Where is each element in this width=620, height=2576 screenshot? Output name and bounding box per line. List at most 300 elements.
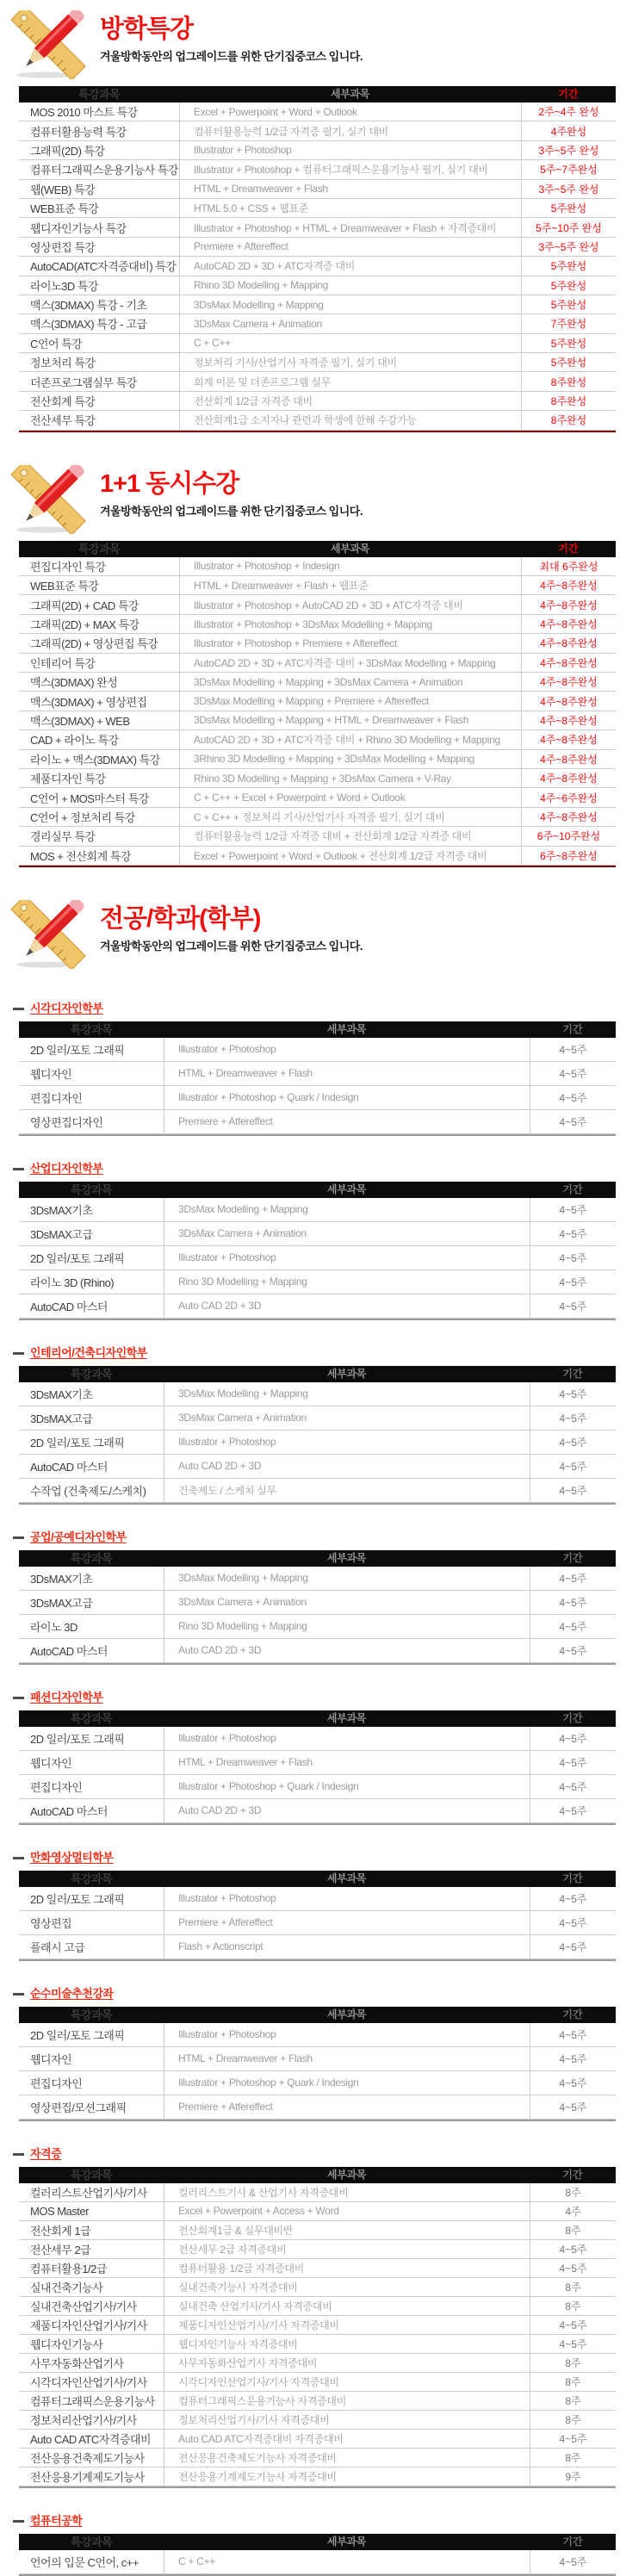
table-row xyxy=(19,1479,616,1503)
course-details: 전산회계1급 소지자나 관련과 학생에 한해 수강가능 xyxy=(179,411,521,429)
table-row xyxy=(19,654,616,673)
course-details: 회계 이론 및 더존프로그램 실무 xyxy=(179,372,521,390)
course-name: 전산세무 특강 xyxy=(30,414,96,428)
course-name: 2D 일러/포토 그래픽 xyxy=(30,1251,125,1265)
column-header-subject: 특강과목 xyxy=(70,1871,113,1885)
table-row xyxy=(19,276,616,295)
table-header-row xyxy=(19,1710,616,1727)
dash-icon xyxy=(13,1993,24,1996)
course-name: 웹디자인 xyxy=(30,1756,72,1770)
course-name: C언어 + 정보처리 특강 xyxy=(30,810,135,824)
table-row xyxy=(19,314,616,333)
course-details: Excel + Powerpoint + Word + Outlook xyxy=(179,102,521,121)
course-period: 4~5주 xyxy=(530,1591,616,1614)
course-period: 4~5주 xyxy=(530,1246,616,1269)
course-details: Rino 3D Modelling + Mapping xyxy=(164,1615,530,1638)
course-name: AutoCAD(ATC자격증대비) 특강 xyxy=(30,260,177,274)
course-period: 4~5주 xyxy=(530,1086,616,1109)
table-row xyxy=(19,2259,616,2278)
course-details: Auto CAD 2D + 3D xyxy=(164,1639,530,1662)
subsection-heading xyxy=(13,1159,620,1176)
table-row xyxy=(19,2411,616,2430)
course-period: 3주~5주 완성 xyxy=(521,238,616,256)
course-details: Illustrator + Photoshop xyxy=(164,1727,530,1750)
table-row xyxy=(19,199,616,218)
table-row xyxy=(19,2467,616,2486)
course-period: 4~5주 xyxy=(530,1479,616,1502)
course-period: 4~5주 xyxy=(530,1038,616,1061)
column-header-period: 기간 xyxy=(562,1711,583,1724)
table-row xyxy=(19,808,616,827)
section-header xyxy=(0,463,620,541)
subsection-heading xyxy=(13,1688,620,1704)
pencil-ruler-icon xyxy=(10,465,90,534)
course-name: 전산회계 특강 xyxy=(30,395,96,409)
table-row xyxy=(19,2071,616,2095)
course-name: 컴퓨터그래픽스운용기능사 xyxy=(30,2394,155,2408)
course-name: 전산회계 1급 xyxy=(30,2224,91,2238)
table-row xyxy=(19,1270,616,1294)
table-row xyxy=(19,557,616,576)
course-name: 컴퓨터활용능력 특강 xyxy=(30,125,127,139)
column-header-period: 기간 xyxy=(562,1182,583,1195)
course-name: 2D 일러/포토 그래픽 xyxy=(30,1436,125,1449)
course-details: Illustrator + Photoshop xyxy=(164,1246,530,1269)
course-name: 사무자동화산업기사 xyxy=(30,2356,124,2370)
course-name: MOS 2010 마스트 특강 xyxy=(30,106,138,120)
course-name: MOS Master xyxy=(30,2204,89,2218)
course-details: Rhino 3D Modelling + Mapping xyxy=(179,276,521,295)
table-row xyxy=(19,1246,616,1270)
course-period: 4~5주 xyxy=(530,2023,616,2046)
course-details: Illustrator + Photoshop + 3DsMax Modelling + Mapping xyxy=(179,615,521,633)
table-row xyxy=(19,1294,616,1319)
course-period: 4~5주 xyxy=(530,1799,616,1822)
course-period: 4~5주 xyxy=(530,1727,616,1750)
table-row xyxy=(19,769,616,788)
course-period: 8주 xyxy=(530,2297,616,2315)
course-details: Excel + Powerpoint + Access + Word xyxy=(164,2202,530,2220)
dash-icon xyxy=(13,1168,24,1170)
course-name: 라이노3D 특강 xyxy=(30,279,99,293)
column-header-period: 기간 xyxy=(562,2008,583,2020)
section-title: 전공/학과(학부) xyxy=(100,904,261,933)
subsection-heading-label: 산업디자인학부 xyxy=(30,1161,103,1175)
table-row xyxy=(19,2240,616,2259)
course-details: 정보처리산업기사/기사 자격증대비 xyxy=(164,2411,530,2429)
course-details: HTML + Dreamweaver + Flash + 웹표준 xyxy=(179,576,521,594)
course-name: 2D 일러/포토 그래픽 xyxy=(30,2028,125,2042)
course-details: Illustrator + Photoshop + HTML + Dreamweaver + Flash + 자격증대비 xyxy=(179,218,521,236)
subsection-heading-label: 자격증 xyxy=(30,2146,62,2160)
course-name: 컴퓨터활용1/2급 xyxy=(30,2262,107,2275)
column-header-details: 세부과목 xyxy=(326,2168,367,2181)
table-row xyxy=(19,2430,616,2449)
dash-icon xyxy=(13,1008,24,1010)
one-plus-one-table xyxy=(19,541,616,867)
course-period: 4~5주 xyxy=(530,1294,616,1318)
course-details: 건축제도 / 스케치 실무 xyxy=(164,1479,530,1502)
department-table xyxy=(19,2007,616,2121)
course-details: 컴퓨터활용능력 1/2급 자격증 필기, 실기 대비 xyxy=(179,121,521,140)
table-row xyxy=(19,2335,616,2354)
course-period: 5주완성 xyxy=(521,295,616,313)
course-details: 3DsMax Camera + Animation xyxy=(179,314,521,332)
table-header-row xyxy=(19,86,616,102)
table-header-row xyxy=(19,541,616,557)
column-header-details: 세부과목 xyxy=(326,2535,367,2548)
course-name: 그래픽(2D) 특강 xyxy=(30,144,105,158)
course-name: 웹디자인기능사 특강 xyxy=(30,221,127,235)
course-name: 라이노 + 맥스(3DMAX) 특강 xyxy=(30,753,160,767)
course-details: Illustrator + Photoshop xyxy=(164,1431,530,1454)
table-row xyxy=(19,238,616,257)
column-header-period: 기간 xyxy=(562,1022,583,1035)
pencil-ruler-icon xyxy=(10,900,90,969)
dash-icon xyxy=(13,1536,24,1539)
course-details: Premiere + Aftereffect xyxy=(179,238,521,256)
course-details: Auto CAD 2D + 3D xyxy=(164,1799,530,1822)
dash-icon xyxy=(13,1352,24,1355)
course-details: 3DsMax Modelling + Mapping xyxy=(164,1567,530,1590)
table-row xyxy=(19,353,616,372)
course-details: Flash + Actionscript xyxy=(164,1935,530,1958)
subsection-heading xyxy=(13,2145,620,2161)
department-table xyxy=(19,1182,616,1320)
course-period: 8주 xyxy=(530,2373,616,2391)
course-details: Illustrator + Photoshop xyxy=(164,2023,530,2046)
course-details: C + C++ + Excel + Powerpoint + Word + Outlook xyxy=(179,788,521,806)
course-name: 수작업 (건축제도/스케치) xyxy=(30,1484,146,1498)
table-row xyxy=(19,1038,616,1062)
course-period: 4~5주 xyxy=(530,1935,616,1958)
table-row xyxy=(19,1911,616,1935)
table-row xyxy=(19,372,616,391)
dash-icon xyxy=(13,2153,24,2156)
course-period: 8주완성 xyxy=(521,372,616,390)
course-details: Illustrator + Photoshop xyxy=(179,141,521,159)
course-details: 컬러리스트기사 & 산업기사 자격증대비 xyxy=(164,2183,530,2201)
course-details: 3DsMax Modelling + Mapping + 3DsMax Camera + Animation xyxy=(179,673,521,691)
table-row xyxy=(19,2202,616,2221)
column-header-subject: 특강과목 xyxy=(78,542,121,556)
column-header-details: 세부과목 xyxy=(330,542,370,555)
course-name: 맥스(3DMAX) 특강 - 기초 xyxy=(30,299,147,313)
course-name: 라이노 3D (Rhino) xyxy=(30,1276,115,1289)
course-details: Illustrator + Photoshop xyxy=(164,1038,530,1061)
course-period: 6주~10주완성 xyxy=(521,827,616,845)
course-period: 8주 xyxy=(530,2221,616,2239)
course-name: 정보처리 특강 xyxy=(30,357,96,370)
course-name: 제품디자인산업기사/기사 xyxy=(30,2318,147,2332)
course-name: 인테리어 특강 xyxy=(30,656,96,670)
column-header-period: 기간 xyxy=(562,2535,583,2548)
course-details: HTML + Dreamweaver + Flash xyxy=(179,180,521,198)
section-title: 방학특강 xyxy=(100,16,194,43)
table-row xyxy=(19,218,616,237)
course-name: 3DsMAX고급 xyxy=(30,1412,93,1425)
subsection-heading-label: 시각디자인학부 xyxy=(30,1001,103,1015)
section-title: 1+1 동시수강 xyxy=(100,469,239,498)
table-row xyxy=(19,634,616,653)
course-period: 8주 xyxy=(530,2392,616,2410)
course-period: 9주 xyxy=(530,2467,616,2486)
course-period: 4~5주 xyxy=(530,1198,616,1221)
table-row xyxy=(19,1935,616,1959)
dash-icon xyxy=(13,2520,24,2523)
table-row xyxy=(19,788,616,807)
course-period: 4~5주 xyxy=(530,1775,616,1798)
course-details: Excel + Powerpoint + Word + Outlook + 전산회계 1/2급 자격증 대비 xyxy=(179,847,521,865)
course-period: 4~5주 xyxy=(530,1567,616,1590)
course-period: 4주완성 xyxy=(521,121,616,140)
course-period: 4주~8주완성 xyxy=(521,595,616,613)
course-period: 5주~7주완성 xyxy=(521,160,616,178)
course-period: 5주완성 xyxy=(521,276,616,295)
column-header-period: 기간 xyxy=(562,1367,583,1380)
column-header-subject: 특강과목 xyxy=(78,88,121,101)
course-details: AutoCAD 2D + 3D + ATC자격증 대비 + 3DsMax Modelling + Mapping xyxy=(179,654,521,672)
course-details: Premiere + Atfereffect xyxy=(164,2095,530,2119)
course-name: C언어 특강 xyxy=(30,337,83,351)
column-header-subject: 특강과목 xyxy=(70,2535,113,2548)
section-header-text xyxy=(100,10,363,64)
course-name: 전산응용기계제도기능사 xyxy=(30,2470,145,2484)
course-details: HTML + Dreamweaver + Flash xyxy=(164,2047,530,2070)
course-name: C언어 + MOS마스터 특강 xyxy=(30,791,149,805)
table-row xyxy=(19,160,616,179)
column-header-period: 기간 xyxy=(558,88,579,100)
course-details: 컴퓨터그래픽스운용기능사 자격증대비 xyxy=(164,2392,530,2410)
course-period: 4주~8주완성 xyxy=(521,615,616,633)
column-header-details: 세부과목 xyxy=(330,88,370,100)
course-name: 제품디자인 특강 xyxy=(30,773,106,786)
course-details: C + C++ xyxy=(164,2550,530,2573)
course-details: 사무자동화산업기사 자격증대비 xyxy=(164,2354,530,2372)
column-header-period: 기간 xyxy=(562,1871,583,1884)
table-row xyxy=(19,1406,616,1431)
course-period: 4~5주 xyxy=(530,2047,616,2070)
course-details: 전산응용기계제도기능사 자격증대비 xyxy=(164,2467,530,2486)
course-period: 3주~5주 완성 xyxy=(521,141,616,159)
section-header xyxy=(0,898,620,976)
course-details: 실내건축 산업기사/기사 자격증대비 xyxy=(164,2297,530,2315)
course-period: 5주완성 xyxy=(521,353,616,371)
course-period: 4~5주 xyxy=(530,2071,616,2095)
course-period: 4주 xyxy=(530,2202,616,2220)
table-row xyxy=(19,2047,616,2071)
course-period: 4~5주 xyxy=(530,2430,616,2448)
table-header-row xyxy=(19,1021,616,1038)
course-period: 4~5주 xyxy=(530,1406,616,1430)
course-name: 그래픽(2D) + MAX 특강 xyxy=(30,618,140,631)
course-period: 최대 6주완성 xyxy=(521,557,616,575)
section-one-plus-one xyxy=(0,455,620,867)
course-period: 8주 xyxy=(530,2183,616,2201)
pencil-ruler-icon xyxy=(10,10,90,79)
course-name: Auto CAD ATC자격증대비 xyxy=(30,2432,152,2446)
course-period: 4주~8주완성 xyxy=(521,673,616,691)
course-period: 6주~8주완성 xyxy=(521,847,616,865)
course-name: 3DsMAX고급 xyxy=(30,1596,93,1610)
section-vacation-special xyxy=(0,0,620,432)
column-header-details: 세부과목 xyxy=(326,2008,367,2020)
course-period: 3주~5주 완성 xyxy=(521,180,616,198)
course-period: 8주 xyxy=(530,2411,616,2429)
department-table xyxy=(19,1710,616,1825)
course-period: 8주 xyxy=(530,2278,616,2296)
course-period: 4~5주 xyxy=(530,1062,616,1085)
table-header-row xyxy=(19,1182,616,1198)
column-header-period: 기간 xyxy=(558,542,579,555)
column-header-details: 세부과목 xyxy=(326,1711,367,1724)
course-period: 8주완성 xyxy=(521,392,616,410)
course-period: 4주~8주완성 xyxy=(521,730,616,748)
course-name: 실내건축기능사 xyxy=(30,2281,103,2294)
course-details: C + C++ + 정보처리 기사/산업기사 자격증 필기, 실기 대비 xyxy=(179,808,521,826)
course-name: 편집디자인 xyxy=(30,1091,83,1105)
course-period: 5주완성 xyxy=(521,257,616,275)
section-header-text xyxy=(100,900,363,953)
course-name: 라이노 3D xyxy=(30,1620,78,1634)
course-details: 시각디자인산업기사/기사 자격증대비 xyxy=(164,2373,530,2391)
column-header-details: 세부과목 xyxy=(326,1022,367,1035)
course-name: 영상편집 특강 xyxy=(30,240,96,254)
subsection-heading xyxy=(13,999,620,1015)
course-name: 영상편집디자인 xyxy=(30,1115,103,1129)
course-name: 편집디자인 xyxy=(30,2076,83,2090)
table-row xyxy=(19,1222,616,1246)
course-name: 편집디자인 특강 xyxy=(30,560,106,574)
table-header-row xyxy=(19,2007,616,2023)
department-table xyxy=(19,2167,616,2488)
course-details: 컴퓨터활용능력 1/2급 자격증 대비 + 전산회계 1/2급 자격증 대비 xyxy=(179,827,521,845)
column-header-details: 세부과목 xyxy=(326,1871,367,1884)
column-header-details: 세부과목 xyxy=(326,1367,367,1380)
course-details: 3DsMax Modelling + Mapping xyxy=(179,295,521,313)
dash-icon xyxy=(13,1697,24,1699)
course-name: 3DsMAX기초 xyxy=(30,1387,93,1401)
course-details: 컴퓨터활용 1/2급 자격증대비 xyxy=(164,2259,530,2277)
table-row xyxy=(19,615,616,634)
course-name: 시각디자인산업기사/기사 xyxy=(30,2375,147,2389)
table-row xyxy=(19,730,616,749)
table-header-row xyxy=(19,2167,616,2183)
course-details: Illustrator + Photoshop + Indesign xyxy=(179,557,521,575)
course-period: 4~5주 xyxy=(530,1382,616,1406)
table-row xyxy=(19,1639,616,1663)
course-period: 4~5주 xyxy=(530,1270,616,1294)
course-name: AutoCAD 마스터 xyxy=(30,1644,108,1658)
course-name: 플래시 고급 xyxy=(30,1940,85,1954)
course-period: 5주완성 xyxy=(521,334,616,352)
table-row xyxy=(19,847,616,866)
department-table xyxy=(19,1366,616,1505)
course-name: 2D 일러/포토 그래픽 xyxy=(30,1043,125,1057)
subsection-heading-label: 패션디자인학부 xyxy=(30,1690,103,1704)
course-details: AutoCAD 2D + 3D + ATC자격증 대비 + Rhino 3D Modelling + Mapping xyxy=(179,730,521,748)
course-period: 4~5주 xyxy=(530,1615,616,1638)
column-header-subject: 특강과목 xyxy=(70,1367,113,1381)
column-header-subject: 특강과목 xyxy=(70,1551,113,1565)
table-row xyxy=(19,121,616,140)
course-name: 웹디자인기능사 xyxy=(30,2337,103,2351)
course-name: 맥스(3DMAX) 완성 xyxy=(30,676,118,690)
course-name: AutoCAD 마스터 xyxy=(30,1460,108,1474)
table-row xyxy=(19,392,616,411)
course-details: Illustrator + Photoshop + Premiere + Aftereffect xyxy=(179,634,521,652)
subsection-heading-label: 공업/공예디자인학부 xyxy=(30,1530,127,1543)
course-period: 4~5주 xyxy=(530,1222,616,1245)
course-name: 3DsMAX기초 xyxy=(30,1203,93,1217)
course-name: 영상편집/모션그래픽 xyxy=(30,2101,127,2114)
subsection-heading xyxy=(13,2511,620,2528)
course-name: 2D 일러/포토 그래픽 xyxy=(30,1892,125,1906)
course-name: 컴퓨터그래픽스운용기능사 특강 xyxy=(30,164,178,177)
subsection-heading xyxy=(13,1984,620,2001)
department-table xyxy=(19,1550,616,1665)
course-name: 웹디자인 xyxy=(30,1067,72,1081)
section-subtitle: 겨울방학동안의 업그레이드를 위한 단기집중코스 입니다. xyxy=(100,504,363,518)
course-details: Illustrator + Photoshop + AutoCAD 2D + 3D + ATC자격증 대비 xyxy=(179,595,521,613)
course-name: AutoCAD 마스터 xyxy=(30,1300,108,1313)
subsection-heading-label: 만화영상멀티학부 xyxy=(30,1850,114,1864)
course-details: 3DsMax Camera + Animation xyxy=(164,1591,530,1614)
table-row xyxy=(19,2354,616,2373)
table-row xyxy=(19,411,616,430)
subsection-heading xyxy=(13,1344,620,1360)
course-details: 제품디자인산업기사/기사 자격증대비 xyxy=(164,2316,530,2334)
column-header-details: 세부과목 xyxy=(326,1182,367,1195)
course-details: Rhino 3D Modelling + Mapping + 3DsMax Camera + V-Ray xyxy=(179,769,521,787)
table-row xyxy=(19,1615,616,1639)
course-name: 전산응용건축제도기능사 xyxy=(30,2451,145,2465)
table-row xyxy=(19,2221,616,2240)
course-details: 정보처리 기사/산업기사 자격증 필기, 실기 대비 xyxy=(179,353,521,371)
column-header-subject: 특강과목 xyxy=(70,1711,113,1725)
table-header-row xyxy=(19,1871,616,1887)
course-details: 3DsMax Modelling + Mapping + HTML + Dreamweaver + Flash xyxy=(179,711,521,729)
course-period: 4주~8주완성 xyxy=(521,654,616,672)
course-name: 정보처리산업기사/기사 xyxy=(30,2413,137,2427)
course-period: 4~5주 xyxy=(530,2335,616,2353)
course-period: 4~5주 xyxy=(530,2550,616,2573)
course-name: 실내건축산업기사/기사 xyxy=(30,2300,137,2313)
course-period: 4~5주 xyxy=(530,2316,616,2334)
course-details: 전산회계 1/2급 자격증 대비 xyxy=(179,392,521,410)
department-table xyxy=(19,1871,616,1961)
section-major-departments xyxy=(0,890,620,2576)
column-header-period: 기간 xyxy=(562,2168,583,2181)
course-details: 3DsMax Camera + Animation xyxy=(164,1222,530,1245)
course-period: 2주~4주 완성 xyxy=(521,102,616,121)
course-name: AutoCAD 마스터 xyxy=(30,1804,108,1818)
subsection-heading-label: 컴퓨터공학 xyxy=(30,2513,83,2527)
vacation-special-table xyxy=(19,86,616,432)
column-header-subject: 특강과목 xyxy=(70,1182,113,1196)
table-row xyxy=(19,257,616,276)
table-row xyxy=(19,334,616,353)
course-name: 더존프로그램실무 특강 xyxy=(30,376,137,389)
course-period: 4주~8주완성 xyxy=(521,576,616,594)
table-row xyxy=(19,2297,616,2316)
table-row xyxy=(19,102,616,121)
course-details: 3DsMax Modelling + Mapping xyxy=(164,1382,530,1406)
course-period: 8주 xyxy=(530,2354,616,2372)
course-period: 8주완성 xyxy=(521,411,616,429)
table-row xyxy=(19,2278,616,2297)
course-details: Illustrator + Photoshop xyxy=(164,1887,530,1910)
